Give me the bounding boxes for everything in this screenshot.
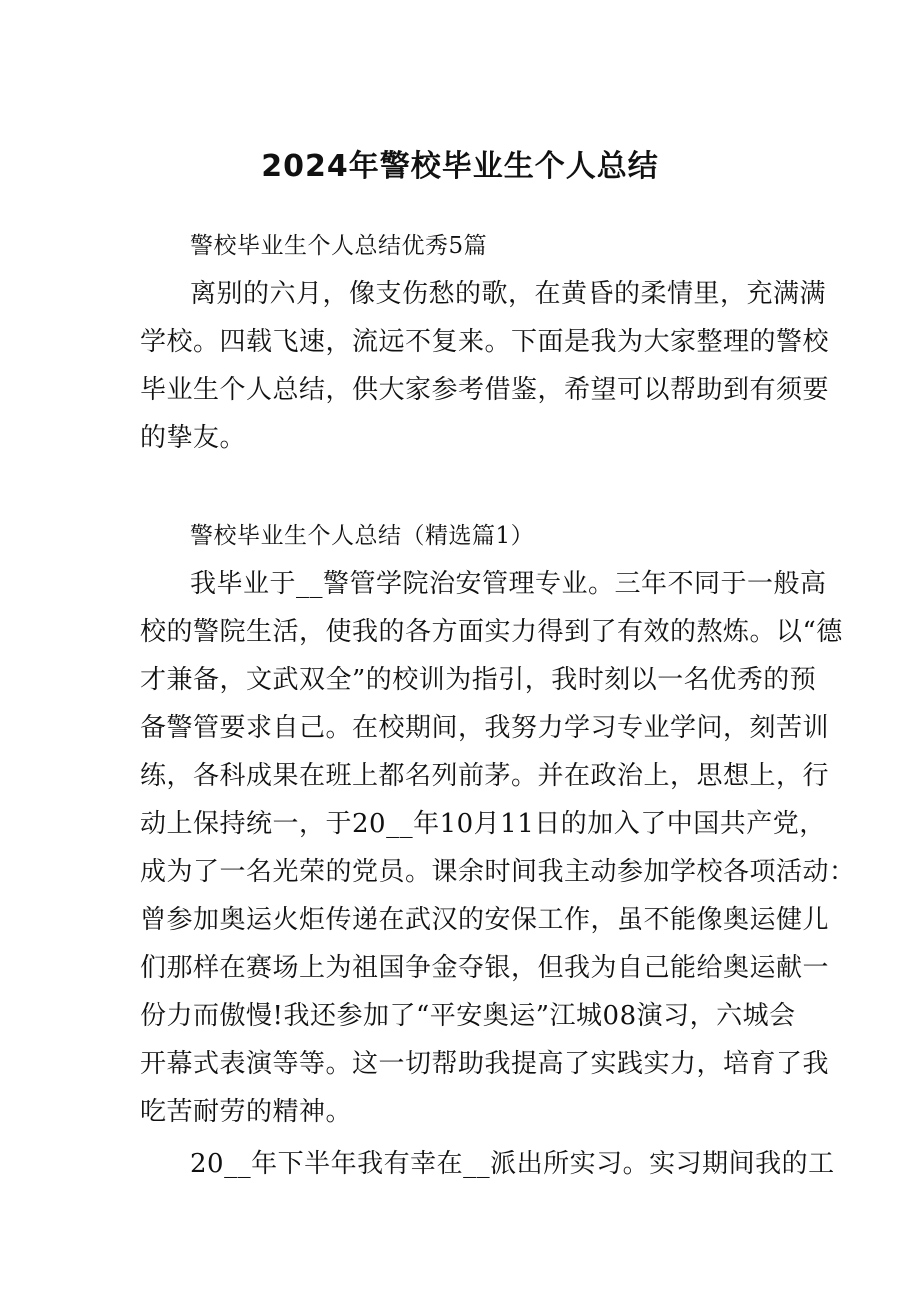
paragraph-line: 离别的六月，像支伤愁的歌，在黄昏的柔情里，充满满 bbox=[190, 279, 827, 309]
subtitle-block bbox=[140, 222, 790, 270]
section-heading-block bbox=[140, 512, 790, 560]
paragraph-line: 我毕业于__警管学院治安管理专业。三年不同于一般高 bbox=[190, 569, 827, 599]
paragraph-line: 吃苦耐劳的精神。 bbox=[140, 1097, 353, 1127]
paragraph-line: 毕业生个人总结，供大家参考借鉴，希望可以帮助到有须要 bbox=[140, 375, 830, 405]
body-paragraph-2 bbox=[140, 1140, 835, 1188]
paragraph-line: 们那样在赛场上为祖国争金夺银，但我为自己能给奥运献一 bbox=[140, 953, 830, 983]
section-heading: 警校毕业生个人总结（精选篇1） bbox=[190, 523, 535, 549]
paragraph-line: 学校。四载飞速，流远不复来。下面是我为大家整理的警校 bbox=[140, 327, 830, 357]
paragraph-line: 才兼备，文武双全”的校训为指引，我时刻以一名优秀的预 bbox=[140, 665, 817, 695]
document-title: 2024年警校毕业生个人总结 bbox=[261, 149, 659, 184]
paragraph-line: 开幕式表演等等。这一切帮助我提高了实践实力，培育了我 bbox=[140, 1049, 830, 1079]
paragraph-line: 动上保持统一，于20__年10月11日的加入了中国共产党， bbox=[140, 809, 826, 839]
paragraph-line: 20__年下半年我有幸在__派出所实习。实习期间我的工 bbox=[190, 1149, 835, 1179]
paragraph-line: 成为了一名光荣的党员。课余时间我主动参加学校各项活动： bbox=[140, 857, 856, 887]
paragraph-line: 份力而傲慢!我还参加了“平安奥运”江城08演习，六城会 bbox=[140, 1001, 796, 1031]
paragraph-line: 练，各科成果在班上都名列前茅。并在政治上，思想上，行 bbox=[140, 761, 830, 791]
body-paragraph-1 bbox=[140, 560, 856, 1136]
paragraph-line: 的挚友。 bbox=[140, 423, 247, 453]
intro-paragraph bbox=[140, 270, 830, 462]
document-subtitle: 警校毕业生个人总结优秀5篇 bbox=[190, 233, 488, 259]
paragraph-line: 校的警院生活，使我的各方面实力得到了有效的熬炼。以“德 bbox=[140, 617, 843, 647]
paragraph-line: 曾参加奥运火炬传递在武汉的安保工作，虽不能像奥运健儿 bbox=[140, 905, 830, 935]
paragraph-line: 备警管要求自己。在校期间，我努力学习专业学问，刻苦训 bbox=[140, 713, 830, 743]
